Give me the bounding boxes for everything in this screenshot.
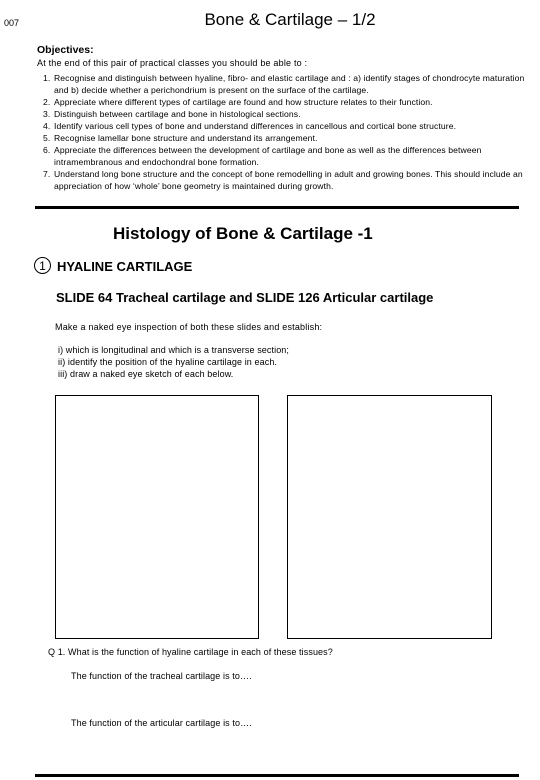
page-number: 007 xyxy=(4,18,20,28)
step-item: iii) draw a naked eye sketch of each below. xyxy=(58,369,234,379)
answer-prompt-tracheal: The function of the tracheal cartilage is to…. xyxy=(71,671,252,681)
question-text: Q 1. What is the function of hyaline cartilage in each of these tissues? xyxy=(48,647,333,657)
divider-top xyxy=(35,206,519,209)
step-item: i) which is longitudinal and which is a transverse section; xyxy=(58,345,290,355)
section-number-badge: 1 xyxy=(34,257,51,274)
objective-item: 7. Understand long bone structure and the concept of bone remodelling in adult and growing bones. This should include an appreciation of how ‘whole’ bone geometry is maintained during growth. xyxy=(43,168,533,192)
instruction-text: Make a naked eye inspection of both these slides and establish: xyxy=(55,322,323,332)
objectives-list xyxy=(43,72,533,192)
objective-item: 5. Recognise lamellar bone structure and understand its arrangement. xyxy=(43,132,533,144)
objective-item: 4. Identify various cell types of bone and understand differences in cancellous and cortical bone structure. xyxy=(43,120,533,132)
objective-text: Recognise lamellar bone structure and understand its arrangement. xyxy=(54,133,318,143)
slide-title: SLIDE 64 Tracheal cartilage and SLIDE 126 Articular cartilage xyxy=(56,290,434,305)
objective-text: Appreciate where different types of cartilage are found and how structure relates to their function. xyxy=(54,97,433,107)
objective-text: Distinguish between cartilage and bone in histological sections. xyxy=(54,109,301,119)
objectives-intro: At the end of this pair of practical classes you should be able to : xyxy=(37,58,308,68)
objective-item: 2. Appreciate where different types of cartilage are found and how structure relates to their function. xyxy=(43,96,533,108)
objectives-heading: Objectives: xyxy=(37,44,94,56)
objective-item: 1. Recognise and distinguish between hyaline, fibro- and elastic cartilage and : a) identify stages of chondrocyte maturation and b) decide whether a perichondrium is present on the surface of the cartilage. xyxy=(43,72,533,96)
instruction-steps xyxy=(58,344,289,380)
objective-text: Understand long bone structure and the concept of bone remodelling in adult and growing bones. This should include an appreciation of how ‘whole’ bone geometry is maintained during growth. xyxy=(54,169,523,191)
page-title: Bone & Cartilage – 1/2 xyxy=(204,10,376,29)
sketch-box-left[interactable] xyxy=(55,395,259,639)
step-item: ii) identify the position of the hyaline cartilage in each. xyxy=(58,357,278,367)
objective-item: 3. Distinguish between cartilage and bone in histological sections. xyxy=(43,108,533,120)
section-title: Histology of Bone & Cartilage -1 xyxy=(113,224,373,243)
divider-bottom xyxy=(35,774,519,777)
objective-text: Identify various cell types of bone and understand differences in cancellous and cortical bone structure. xyxy=(54,121,457,131)
answer-prompt-articular: The function of the articular cartilage is to…. xyxy=(71,718,252,728)
objective-text: Appreciate the differences between the development of cartilage and bone as well as the differences between intramembranous and endochondral bone formation. xyxy=(54,145,482,167)
subsection-title: HYALINE CARTILAGE xyxy=(57,259,193,274)
sketch-box-right[interactable] xyxy=(287,395,492,639)
objective-item: 6. Appreciate the differences between the development of cartilage and bone as well as the differences between intramembranous and endochondral bone formation. xyxy=(43,144,533,168)
objective-text: Recognise and distinguish between hyaline, fibro- and elastic cartilage and : a) identify stages of chondrocyte maturation and b) decide whether a perichondrium is present on the surface of the cartilage. xyxy=(54,73,525,95)
